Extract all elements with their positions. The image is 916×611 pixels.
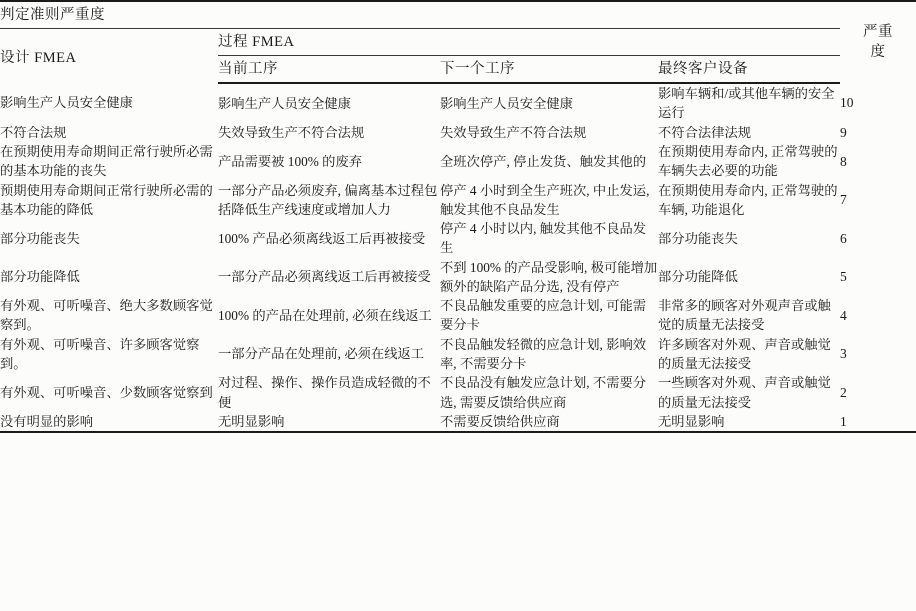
cell-next-process: 影响生产人员安全健康 (440, 95, 573, 111)
cell-final-customer: 许多顾客对外观、声音或触觉的质量无法接受 (658, 336, 831, 372)
cell-current-process: 一部分产品必须废弃, 偏离基本过程包括降低生产线速度或增加人力 (218, 182, 438, 217)
cell-severity: 4 (840, 307, 847, 323)
table-row (0, 296, 916, 335)
cell-final-customer: 影响车辆和/或其他车辆的安全运行 (658, 86, 835, 121)
cell-design: 有外观、可听噪音、少数顾客觉察到 (0, 384, 213, 400)
table-row (0, 123, 916, 143)
cell-final-customer: 在预期使用寿命内, 正常驾驶的车辆失去必要的功能 (658, 144, 838, 179)
cell-current-process: 失效导致生产不符合法规 (218, 124, 365, 140)
cell-next-process: 不到 100% 的产品受影响, 极可能增加额外的缺陷产品分选, 没有停产 (440, 259, 658, 294)
cell-current-process: 一部分产品必须离线返工后再被接受 (218, 269, 431, 285)
table-row (0, 142, 916, 181)
cell-severity: 3 (840, 346, 847, 362)
cell-final-customer: 无明显影响 (658, 412, 840, 433)
cell-final-customer: 在预期使用寿命内, 正常驾驶的车辆, 功能退化 (658, 182, 838, 217)
cell-severity: 5 (840, 269, 847, 285)
header-severity-col (840, 1, 916, 83)
cell-design: 有外观、可听噪音、绝大多数顾客觉察到。 (0, 298, 213, 333)
table-row (0, 258, 916, 297)
table-row (0, 412, 916, 433)
header-row-group (0, 29, 916, 56)
cell-current-process: 100% 产品必须离线返工后再被接受 (218, 230, 426, 246)
cell-final-customer: 不符合法律法规 (658, 124, 752, 140)
header-criteria-severity: 判定准则严重度 (0, 1, 840, 29)
cell-next-process: 停产 4 小时以内, 触发其他不良品发生 (440, 221, 647, 256)
cell-severity: 1 (840, 412, 916, 433)
cell-next-process: 不需要反馈给供应商 (440, 412, 658, 433)
header-severity-line2: 度 (870, 43, 886, 60)
header-severity-line1: 严重 (863, 23, 893, 40)
cell-next-process: 不良品没有触发应急计划, 不需要分选, 需要反馈给供应商 (440, 375, 647, 410)
table-row (0, 219, 916, 258)
cell-severity: 7 (840, 192, 847, 208)
cell-current-process: 无明显影响 (218, 412, 440, 433)
cell-design: 预期使用寿命期间正常行驶所必需的基本功能的降低 (0, 182, 213, 217)
cell-final-customer: 一些顾客对外观、声音或触觉的质量无法接受 (658, 375, 831, 410)
cell-current-process: 一部分产品在处理前, 必须在线返工 (218, 346, 425, 362)
cell-design: 有外观、可听噪音、许多顾客觉察到。 (0, 336, 200, 372)
cell-design: 在预期使用寿命期间正常行驶所必需的基本功能的丧失 (0, 144, 213, 179)
cell-severity: 2 (840, 384, 847, 400)
table-row (0, 83, 916, 123)
cell-final-customer: 部分功能降低 (658, 269, 738, 285)
header-next-process: 下一个工序 (440, 56, 658, 84)
cell-severity: 6 (840, 230, 847, 246)
cell-current-process: 对过程、操作、操作员造成轻微的不便 (218, 375, 431, 410)
cell-next-process: 失效导致生产不符合法规 (440, 124, 587, 140)
cell-severity: 8 (840, 153, 847, 169)
cell-final-customer: 非常多的顾客对外观声音或触觉的质量无法接受 (658, 298, 831, 333)
header-design-fmea: 设计 FMEA (0, 49, 77, 66)
cell-current-process: 100% 的产品在处理前, 必须在线返工 (218, 307, 432, 323)
cell-design: 没有明显的影响 (0, 412, 218, 433)
table-row (0, 181, 916, 220)
cell-design: 部分功能降低 (0, 269, 80, 285)
cell-next-process: 不良品触发轻微的应急计划, 影响效率, 不需要分卡 (440, 336, 647, 372)
cell-current-process: 产品需要被 100% 的废弃 (218, 153, 363, 169)
header-final-customer: 最终客户设备 (658, 56, 840, 84)
cell-design: 影响生产人员安全健康 (0, 95, 133, 111)
cell-next-process: 不良品触发重要的应急计划, 可能需要分卡 (440, 298, 647, 333)
table-row (0, 373, 916, 412)
cell-design: 不符合法规 (0, 124, 67, 140)
table-body (0, 83, 916, 432)
cell-current-process: 影响生产人员安全健康 (218, 95, 351, 111)
table-header (0, 1, 916, 83)
table-row (0, 335, 916, 374)
cell-severity: 9 (840, 124, 847, 140)
cell-severity: 10 (840, 94, 854, 110)
header-row-title (0, 1, 916, 29)
header-current-process: 当前工序 (218, 56, 440, 84)
header-process-fmea: 过程 FMEA (218, 29, 840, 56)
cell-next-process: 全班次停产, 停止发货、触发其他的 (440, 153, 647, 169)
cell-final-customer: 部分功能丧失 (658, 230, 738, 246)
cell-next-process: 停产 4 小时到全生产班次, 中止发运, 触发其他不良品发生 (440, 182, 650, 217)
cell-design: 部分功能丧失 (0, 230, 80, 246)
